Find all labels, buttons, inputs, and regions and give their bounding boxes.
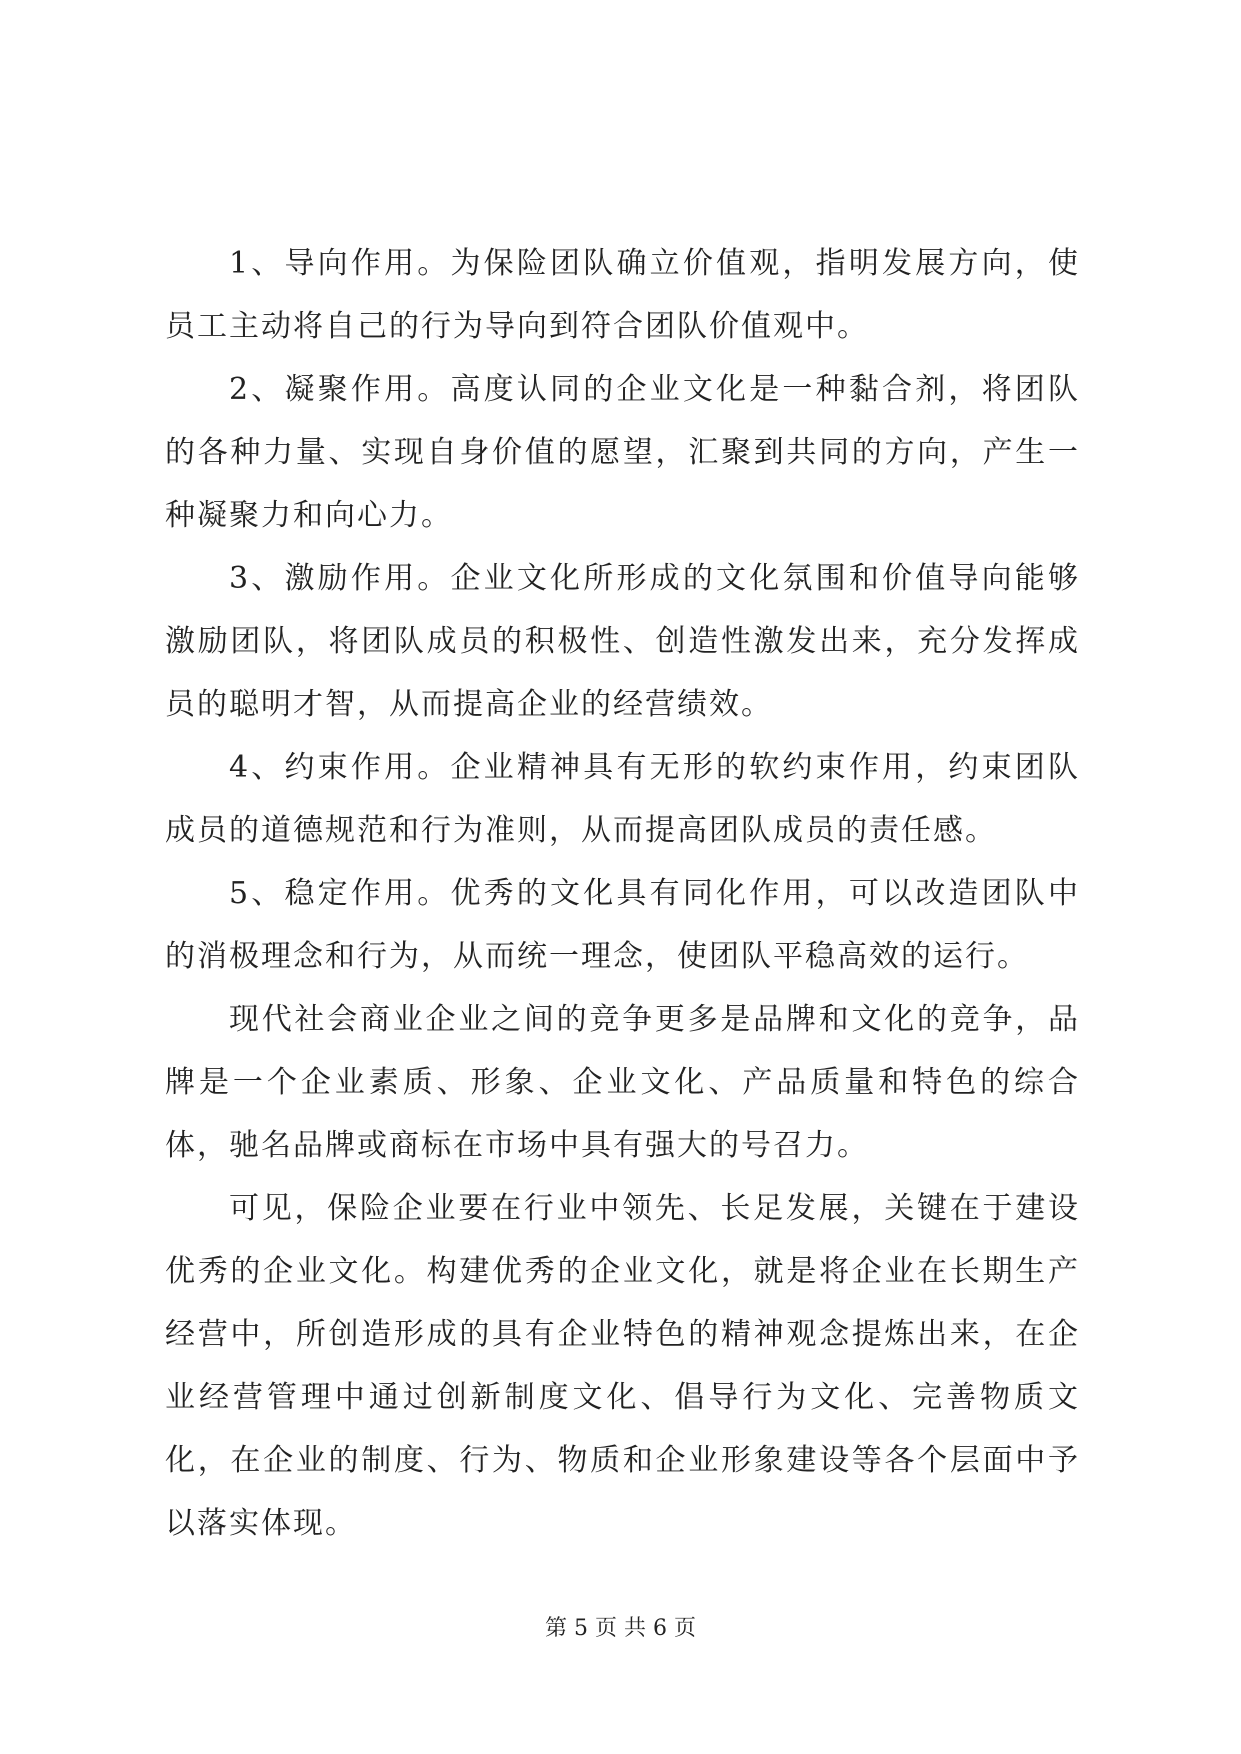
paragraph-motivation: 3、激励作用。企业文化所形成的文化氛围和价值导向能够激励团队，将团队成员的积极性、创造性激发出来，充分发挥成员的聪明才智，从而提高企业的经营绩效。 — [165, 561, 1080, 722]
paragraph-guidance: 1、导向作用。为保险团队确立价值观，指明发展方向，使员工主动将自己的行为导向到符合团队价值观中。 — [165, 246, 1080, 344]
paragraph-constraint: 4、约束作用。企业精神具有无形的软约束作用，约束团队成员的道德规范和行为准则，从而提高团队成员的责任感。 — [165, 750, 1080, 848]
page-number-footer: 第 5 页 共 6 页 — [545, 1616, 696, 1641]
paragraph-stability: 5、稳定作用。优秀的文化具有同化作用，可以改造团队中的消极理念和行为，从而统一理念，使团队平稳高效的运行。 — [165, 876, 1080, 974]
paragraph-brand-competition: 现代社会商业企业之间的竞争更多是品牌和文化的竞争，品牌是一个企业素质、形象、企业文化、产品质量和特色的综合体，驰名品牌或商标在市场中具有强大的号召力。 — [165, 1002, 1080, 1163]
paragraph-cohesion: 2、凝聚作用。高度认同的企业文化是一种黏合剂，将团队的各种力量、实现自身价值的愿望，汇聚到共同的方向，产生一种凝聚力和向心力。 — [165, 372, 1080, 533]
document-body — [165, 232, 1080, 1555]
paragraph-conclusion: 可见，保险企业要在行业中领先、长足发展，关键在于建设优秀的企业文化。构建优秀的企业文化，就是将企业在长期生产经营中，所创造形成的具有企业特色的精神观念提炼出来，在企业经营管理中通过创新制度文化、倡导行为文化、完善物质文化，在企业的制度、行为、物质和企业形象建设等各个层面中予以落实体现。 — [165, 1191, 1080, 1541]
